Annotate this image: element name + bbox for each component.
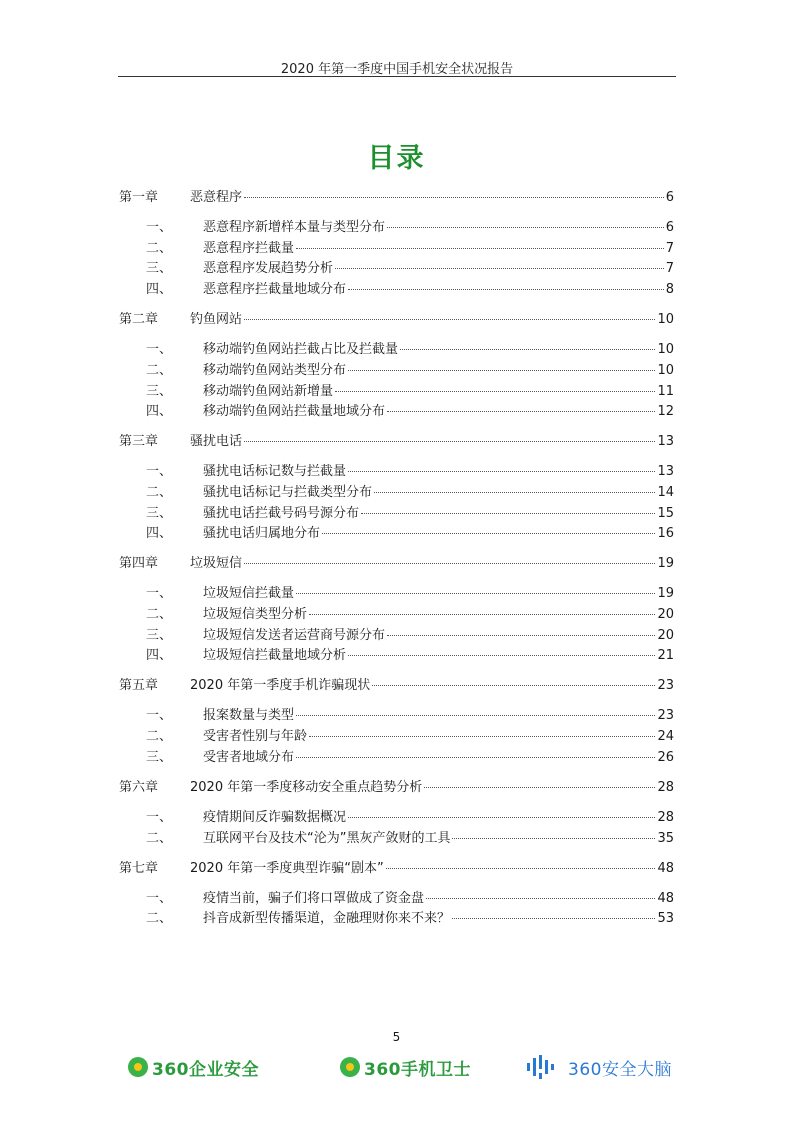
dot-leader bbox=[372, 685, 655, 686]
toc-entry-number: 第五章 bbox=[119, 678, 159, 694]
toc-entry-page: 13 bbox=[657, 464, 674, 480]
360-logo-icon bbox=[340, 1057, 360, 1077]
toc-entry-number: 二、 bbox=[146, 729, 173, 745]
toc-entry-number: 第二章 bbox=[119, 312, 159, 328]
toc-entry-page: 7 bbox=[665, 261, 674, 277]
dot-leader bbox=[244, 441, 655, 442]
dot-leader bbox=[452, 838, 655, 839]
toc-chapter-entry[interactable] bbox=[119, 857, 674, 877]
toc-section-entry[interactable] bbox=[119, 278, 674, 298]
toc-entry-page: 10 bbox=[657, 362, 674, 378]
toc-entry-label: 报案数量与类型 bbox=[203, 708, 295, 724]
toc-entry-label: 恶意程序拦截量地域分布 bbox=[203, 282, 347, 298]
toc-entry-label: 移动端钓鱼网站类型分布 bbox=[203, 362, 347, 378]
toc-entry-page: 26 bbox=[657, 749, 674, 765]
toc-entry-label: 恶意程序 bbox=[190, 190, 243, 205]
toc-entry-number: 三、 bbox=[146, 383, 173, 399]
toc-entry-page: 6 bbox=[665, 190, 674, 205]
toc-entry-label: 受害者性别与年龄 bbox=[203, 729, 308, 745]
toc-chapter-entry[interactable] bbox=[119, 308, 674, 328]
toc-entry-page: 8 bbox=[665, 282, 674, 298]
brain-wave-icon bbox=[526, 1054, 562, 1080]
dot-leader bbox=[348, 655, 655, 656]
toc-entry-number: 第三章 bbox=[119, 434, 159, 450]
toc-entry-number: 一、 bbox=[146, 464, 173, 480]
toc-entry-page: 20 bbox=[657, 627, 674, 643]
toc-entry-page: 19 bbox=[657, 586, 674, 602]
toc-entry-label: 移动端钓鱼网站拦截量地域分布 bbox=[203, 404, 386, 420]
toc-entry-number: 一、 bbox=[146, 708, 173, 724]
toc-section-entry[interactable] bbox=[119, 887, 674, 907]
toc-entry-page: 19 bbox=[657, 556, 674, 572]
toc-entry-label: 骚扰电话 bbox=[190, 434, 243, 450]
toc-entry-label: 抖音成新型传播渠道，金融理财你来不来？ bbox=[203, 911, 451, 927]
logo-text: 360手机卫士 bbox=[364, 1059, 471, 1080]
toc-title: 目录 bbox=[367, 143, 426, 174]
dot-leader bbox=[244, 197, 664, 198]
dot-leader bbox=[387, 411, 655, 412]
toc-section-entry[interactable] bbox=[119, 907, 674, 927]
toc-entry-label: 恶意程序拦截量 bbox=[203, 240, 295, 256]
dot-leader bbox=[374, 492, 655, 493]
toc-entry-page: 28 bbox=[657, 809, 674, 825]
toc-section-entry[interactable] bbox=[119, 481, 674, 501]
toc-entry-page: 11 bbox=[657, 383, 674, 399]
toc-entry-label: 垃圾短信拦截量 bbox=[203, 586, 295, 602]
toc-section-entry[interactable] bbox=[119, 502, 674, 522]
toc-entry-number: 一、 bbox=[146, 890, 173, 906]
toc-entry-label: 垃圾短信 bbox=[190, 556, 243, 572]
toc-entry-page: 15 bbox=[657, 505, 674, 521]
toc-entry-number: 一、 bbox=[146, 586, 173, 602]
toc-entry-page: 28 bbox=[657, 779, 674, 795]
toc-entry-number: 一、 bbox=[146, 220, 173, 235]
toc-entry-number: 二、 bbox=[146, 362, 173, 378]
toc-section-entry[interactable] bbox=[119, 237, 674, 257]
toc-entry-number: 二、 bbox=[146, 830, 173, 846]
toc-entry-label: 骚扰电话标记数与拦截量 bbox=[203, 464, 347, 480]
toc-entry-label: 2020 年第一季度移动安全重点趋势分析 bbox=[190, 779, 423, 795]
toc-entry-page: 23 bbox=[657, 678, 674, 694]
toc-entry-label: 移动端钓鱼网站新增量 bbox=[203, 383, 334, 399]
toc-entry-page: 24 bbox=[657, 729, 674, 745]
toc-entry-number: 三、 bbox=[146, 627, 173, 643]
toc-entry-page: 35 bbox=[657, 830, 674, 846]
toc-entry-page: 48 bbox=[657, 860, 674, 876]
toc-entry-number: 第六章 bbox=[119, 779, 159, 795]
dot-leader bbox=[348, 817, 655, 818]
footer-logo-enterprise bbox=[128, 1052, 259, 1082]
dot-leader bbox=[426, 898, 655, 899]
toc-chapter-entry[interactable] bbox=[119, 552, 674, 572]
toc-entry-number: 四、 bbox=[146, 526, 173, 542]
toc-entry-number: 二、 bbox=[146, 484, 173, 500]
360-logo-icon bbox=[128, 1057, 148, 1077]
toc-entry-number: 四、 bbox=[146, 648, 173, 664]
toc-entry-label: 钓鱼网站 bbox=[190, 312, 243, 328]
dot-leader bbox=[335, 268, 664, 269]
dot-leader bbox=[400, 349, 655, 350]
dot-leader bbox=[296, 715, 655, 716]
toc-chapter-entry[interactable] bbox=[119, 776, 674, 796]
toc-entry-label: 疫情当前，骗子们将口罩做成了资金盘 bbox=[203, 890, 425, 906]
toc-entry-page: 23 bbox=[657, 708, 674, 724]
toc-entry-number: 四、 bbox=[146, 404, 173, 420]
dot-leader bbox=[244, 319, 655, 320]
toc-section-entry[interactable] bbox=[119, 827, 674, 847]
footer-logo-mobile-guard bbox=[340, 1052, 471, 1082]
toc-entry-number: 第一章 bbox=[119, 190, 159, 205]
toc-section-entry[interactable] bbox=[119, 806, 674, 826]
toc-section-entry[interactable] bbox=[119, 400, 674, 420]
dot-leader bbox=[322, 533, 655, 534]
toc-entry-number: 四、 bbox=[146, 282, 173, 298]
toc-entry-page: 14 bbox=[657, 484, 674, 500]
dot-leader bbox=[296, 593, 655, 594]
toc-entry-page: 7 bbox=[665, 240, 674, 256]
toc-section-entry[interactable] bbox=[119, 624, 674, 644]
toc-section-entry[interactable] bbox=[119, 725, 674, 745]
toc-entry-number: 第七章 bbox=[119, 860, 159, 876]
toc-section-entry[interactable] bbox=[119, 359, 674, 379]
toc-entry-number: 第四章 bbox=[119, 556, 159, 572]
toc-entry-label: 垃圾短信类型分析 bbox=[203, 607, 308, 622]
toc-chapter-entry[interactable] bbox=[119, 430, 674, 450]
dot-leader bbox=[335, 391, 655, 392]
footer-logo-security-brain bbox=[526, 1052, 672, 1082]
page-number: 5 bbox=[392, 1030, 401, 1044]
toc-entry-number: 三、 bbox=[146, 261, 173, 277]
dot-leader bbox=[309, 736, 655, 737]
dot-leader bbox=[386, 868, 656, 869]
toc-section-entry[interactable] bbox=[119, 603, 674, 623]
toc-section-entry[interactable] bbox=[119, 522, 674, 542]
toc-entry-number: 三、 bbox=[146, 505, 173, 521]
toc-section-entry[interactable] bbox=[119, 380, 674, 400]
logo-text: 360企业安全 bbox=[152, 1059, 259, 1080]
toc-entry-label: 恶意程序新增样本量与类型分布 bbox=[203, 220, 386, 235]
toc-entry-label: 垃圾短信发送者运营商号源分布 bbox=[203, 627, 386, 643]
toc-section-entry[interactable] bbox=[119, 338, 674, 358]
dot-leader bbox=[296, 248, 664, 249]
dot-leader bbox=[387, 227, 664, 228]
logo-text: 360安全大脑 bbox=[568, 1059, 672, 1080]
toc-section-entry[interactable] bbox=[119, 257, 674, 277]
toc-entry-label: 受害者地域分布 bbox=[203, 749, 295, 765]
toc-entry-page: 10 bbox=[657, 312, 674, 328]
toc-entry-page: 16 bbox=[657, 526, 674, 542]
dot-leader bbox=[348, 370, 655, 371]
toc-entry-number: 二、 bbox=[146, 240, 173, 256]
toc-entry-label: 2020 年第一季度手机诈骗现状 bbox=[190, 678, 371, 694]
header-rule bbox=[118, 76, 676, 77]
dot-leader bbox=[348, 471, 655, 472]
toc-section-entry[interactable] bbox=[119, 216, 674, 236]
toc-section-entry[interactable] bbox=[119, 460, 674, 480]
toc-entry-number: 一、 bbox=[146, 342, 173, 358]
toc-entry-page: 53 bbox=[657, 911, 674, 927]
dot-leader bbox=[309, 614, 655, 615]
toc-entry-number: 二、 bbox=[146, 911, 173, 927]
toc-entry-number: 一、 bbox=[146, 809, 173, 825]
toc-entry-label: 骚扰电话拦截号码号源分布 bbox=[203, 505, 360, 521]
dot-leader bbox=[424, 787, 655, 788]
toc-entry-page: 20 bbox=[657, 607, 674, 622]
dot-leader bbox=[348, 289, 664, 290]
toc-section-entry[interactable] bbox=[119, 704, 674, 724]
toc-entry-label: 骚扰电话归属地分布 bbox=[203, 526, 321, 542]
dot-leader bbox=[244, 563, 655, 564]
toc-entry-number: 三、 bbox=[146, 749, 173, 765]
toc-entry-page: 10 bbox=[657, 342, 674, 358]
dot-leader bbox=[361, 513, 655, 514]
toc-entry-label: 疫情期间反诈骗数据概况 bbox=[203, 809, 347, 825]
toc-entry-label: 垃圾短信拦截量地域分析 bbox=[203, 648, 347, 664]
toc-entry-page: 48 bbox=[657, 890, 674, 906]
toc-section-entry[interactable] bbox=[119, 582, 674, 602]
toc-entry-label: 骚扰电话标记与拦截类型分布 bbox=[203, 484, 373, 500]
toc-entry-page: 13 bbox=[657, 434, 674, 450]
dot-leader bbox=[387, 635, 655, 636]
toc-entry-page: 12 bbox=[657, 404, 674, 420]
toc-chapter-entry[interactable] bbox=[119, 674, 674, 694]
toc-entry-label: 互联网平台及技术“沦为”黑灰产敛财的工具 bbox=[203, 830, 451, 846]
toc-entry-label: 恶意程序发展趋势分析 bbox=[203, 261, 334, 277]
toc-section-entry[interactable] bbox=[119, 644, 674, 664]
toc-section-entry[interactable] bbox=[119, 746, 674, 766]
toc-entry-label: 移动端钓鱼网站拦截占比及拦截量 bbox=[203, 342, 399, 358]
toc-entry-page: 6 bbox=[665, 220, 674, 235]
dot-leader bbox=[296, 757, 655, 758]
toc-entry-page: 21 bbox=[657, 648, 674, 664]
toc-entry-label: 2020 年第一季度典型诈骗“剧本” bbox=[190, 860, 384, 876]
toc-entry-number: 二、 bbox=[146, 607, 173, 622]
running-header: 2020 年第一季度中国手机安全状况报告 bbox=[280, 62, 514, 77]
toc-chapter-entry[interactable] bbox=[119, 186, 674, 206]
dot-leader bbox=[452, 918, 655, 919]
